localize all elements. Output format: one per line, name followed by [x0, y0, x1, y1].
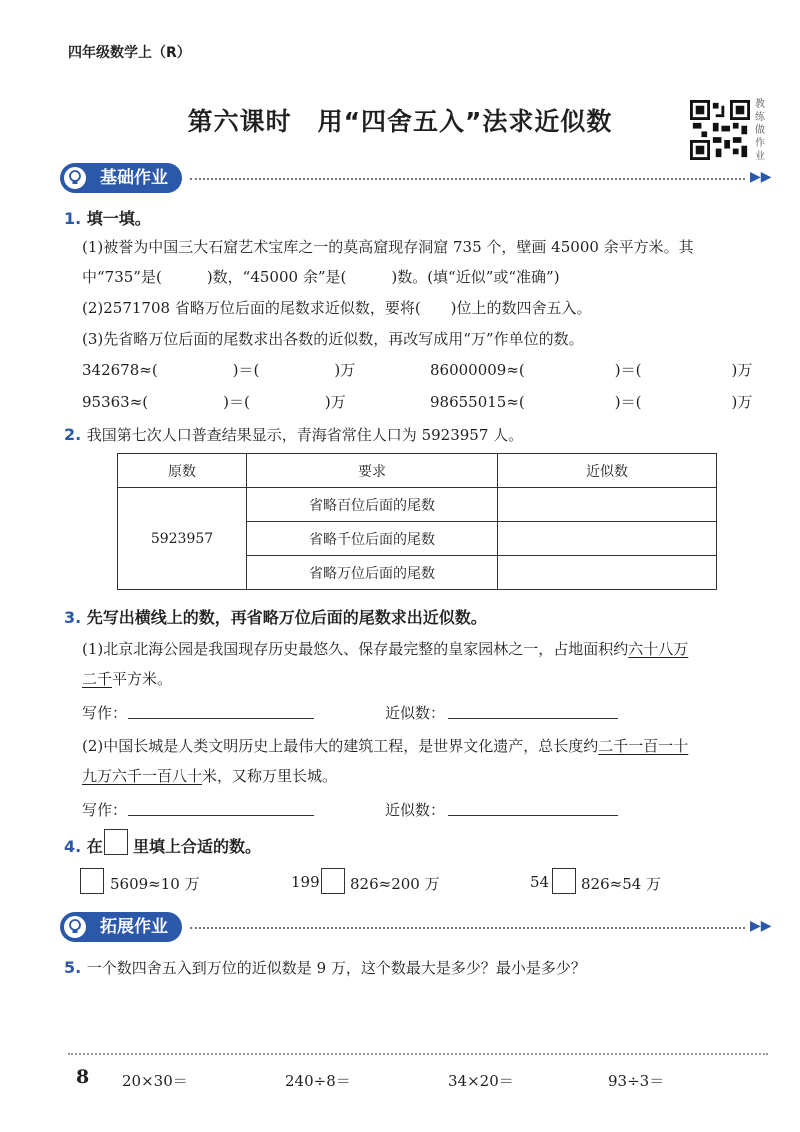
q5-title: 一个数四舍五入到万位的近似数是 9 万，这个数最大是多少？最小是多少？ [86, 959, 586, 977]
q2-title: 我国第七次人口普查结果显示，青海省常住人口为 5923957 人。 [86, 426, 524, 444]
q4-item2-prefix: 199 [291, 873, 320, 891]
q4-title-a: 在 [86, 837, 103, 856]
q4-answer-box-1[interactable] [80, 868, 104, 894]
q3-part2-underlined-cont: 九万六千一百八十 [82, 767, 203, 785]
q3-write-label-1: 写作： [82, 704, 128, 722]
q4-item1: 5609≈10 万 [110, 875, 200, 893]
section-basic-label: 基础作业 [60, 163, 182, 193]
q1-part1-line2: 中“735”是( )数，“45000 余”是( )数。(填“近似”或“准确”) [82, 268, 560, 286]
q4-item3-prefix: 54 [530, 873, 550, 891]
double-arrow-icon: ▶▶ [750, 918, 772, 934]
answer-cell[interactable] [498, 556, 717, 590]
lightbulb-icon [62, 914, 88, 940]
q5-heading [64, 957, 586, 978]
q3-heading [64, 605, 487, 628]
q3-part2-line2 [82, 765, 337, 786]
q3-approx-label-1: 近似数： [385, 704, 446, 722]
q4-answer-box-3[interactable] [552, 868, 576, 894]
q3-number: 3. [64, 608, 82, 627]
q5-answer-area[interactable] [64, 985, 764, 1045]
q3-write-blank-2[interactable] [128, 815, 314, 816]
footer-calc-2: 240÷8＝ [285, 1072, 351, 1090]
section-extend-label: 拓展作业 [60, 912, 182, 942]
page-title: 第六课时 用“四舍五入”法求近似数 [187, 107, 613, 136]
qr-code-icon [690, 100, 750, 160]
table-header-row [118, 454, 717, 488]
q3-part1-text: (1)北京北海公园是我国现存历史最悠久、保存最完整的皇家园林之一，占地面积约 [82, 640, 629, 658]
original-number-cell: 5923957 [118, 488, 247, 590]
q4-item2-suffix: 826≈200 万 [350, 875, 440, 893]
q1-expr4: 98655015≈( )＝( )万 [430, 393, 753, 411]
population-table [117, 453, 717, 590]
q1-expr3: 95363≈( )＝( )万 [82, 393, 346, 411]
q4-answer-box-2[interactable] [321, 868, 345, 894]
double-arrow-icon: ▶▶ [750, 169, 772, 185]
section-divider [190, 178, 745, 180]
footer-calc-3: 34×20＝ [448, 1072, 514, 1090]
table-row [118, 488, 717, 522]
lightbulb-icon [62, 165, 88, 191]
q5-number: 5. [64, 958, 82, 977]
q1-part3: (3)先省略万位后面的尾数求出各数的近似数，再改写成用“万”作单位的数。 [82, 330, 584, 348]
header-original: 原数 [118, 454, 247, 488]
q3-part1-line2 [82, 668, 172, 689]
q4-number: 4. [64, 837, 82, 856]
q3-write-blank-1[interactable] [128, 718, 314, 719]
section-divider [190, 927, 745, 929]
q3-part2-underlined: 二千一百一十 [598, 737, 689, 755]
q4-heading [64, 834, 103, 857]
q3-part1-line1 [82, 638, 688, 659]
q1-heading [64, 206, 151, 229]
q1-number: 1. [64, 209, 82, 228]
q1-title: 填一填。 [86, 209, 151, 228]
q3-part1-unit: 平方米。 [112, 670, 173, 688]
qr-side-label: 教练做作业 [755, 99, 765, 162]
answer-cell[interactable] [498, 488, 717, 522]
q3-approx-blank-2[interactable] [448, 815, 618, 816]
footer-divider [68, 1053, 768, 1055]
book-label: 四年级数学上（R） [68, 45, 191, 61]
q3-part1-underlined: 六十八万 [628, 640, 689, 658]
q3-part2-line1 [82, 735, 688, 756]
q3-approx-label-2: 近似数： [385, 801, 446, 819]
q3-part2-text: (2)中国长城是人类文明历史上最伟大的建筑工程，是世界文化遗产，总长度约 [82, 737, 599, 755]
q2-number: 2. [64, 425, 82, 444]
q1-part2: (2)2571708 省略万位后面的尾数求近似数，要将( )位上的数四舍五入。 [82, 299, 592, 317]
q1-part1-line1: (1)被誉为中国三大石窟艺术宝库之一的莫高窟现存洞窟 735 个，壁画 45000 余平方米。其 [82, 238, 694, 256]
q1-expr2: 86000009≈( )＝( )万 [430, 361, 753, 379]
header-approx: 近似数 [498, 454, 717, 488]
q3-part1-underlined-cont: 二千 [82, 670, 113, 688]
section-basic [60, 163, 770, 193]
q1-expr1: 342678≈( )＝( )万 [82, 361, 356, 379]
q4-title-b: 里填上合适的数。 [133, 837, 262, 856]
answer-cell[interactable] [498, 522, 717, 556]
q3-title: 先写出横线上的数，再省略万位后面的尾数求出近似数。 [86, 608, 487, 627]
page-number: 8 [76, 1066, 90, 1088]
footer-calc-4: 93÷3＝ [608, 1072, 665, 1090]
q4-item3-suffix: 826≈54 万 [581, 875, 662, 893]
q3-part2-tail: 米，又称万里长城。 [202, 767, 338, 785]
requirement-cell: 省略千位后面的尾数 [247, 522, 498, 556]
q4-example-box [104, 829, 128, 855]
section-extend [60, 912, 770, 942]
header-requirement: 要求 [247, 454, 498, 488]
q3-approx-blank-1[interactable] [448, 718, 618, 719]
footer-calc-1: 20×30＝ [122, 1072, 188, 1090]
q2-heading [64, 424, 523, 445]
q3-write-label-2: 写作： [82, 801, 128, 819]
requirement-cell: 省略百位后面的尾数 [247, 488, 498, 522]
requirement-cell: 省略万位后面的尾数 [247, 556, 498, 590]
